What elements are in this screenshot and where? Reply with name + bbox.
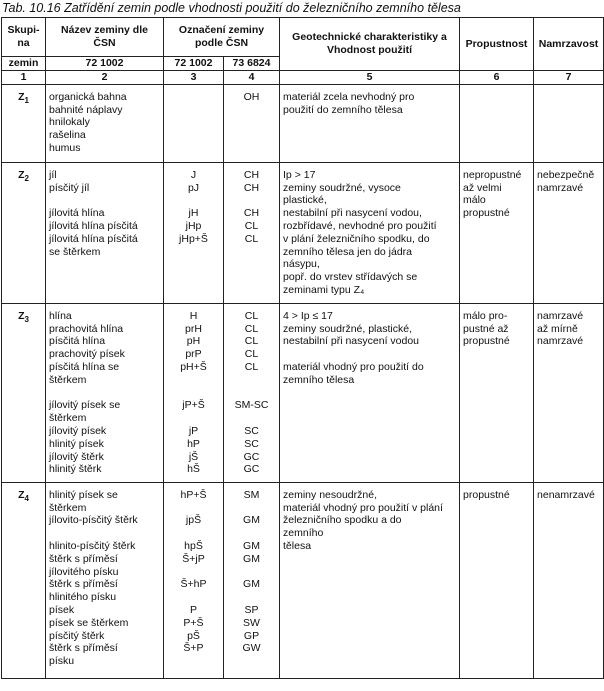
propustnost-text [460,84,534,162]
code-73-6824-line: CL [244,232,259,245]
soil-names-line: jílovitý písek [49,424,107,437]
soil-names-line: hlinito-písčitý štěrk [49,539,136,552]
group-subscript: 2 [24,173,29,183]
header-row-1 [2,18,604,57]
soil-names-line: hlinitý písek se [49,488,118,501]
col-number: 6 [460,71,534,85]
group-label [2,303,46,482]
geotech-text-line: zemního tělesa jen do jádra [283,245,413,258]
namrzavost-text-line: nenamrzavé [537,488,595,501]
code-73-6824-line: SM-SC [234,399,269,412]
group-label [2,482,46,678]
code-73-6824-line: GC [243,463,260,476]
geotech-text [280,84,460,162]
geotech-text-line: zeminy soudržné, plastické, [283,322,412,335]
soil-names-line: hlinitého písku [49,591,117,604]
soil-names-line [49,527,160,540]
code-72-1002-line: hP [187,437,200,450]
code-73-6824-line: CL [244,360,259,373]
code-72-1002-line: jHp+Š [179,232,208,245]
code-73-6824-line: GP [243,629,260,642]
soil-names-line: písku [49,655,75,668]
code-72-1002-line: hŠ [187,463,200,476]
header-oznaceni-a: 72 1002 [164,57,224,71]
soil-names-line: jílovitá hlína [49,207,105,220]
code-73-6824-line: CH [243,207,260,220]
soil-names-line: písek se štěrkem [49,616,129,629]
soil-names-line: bahnité náplavy [49,103,123,116]
soil-names-line [49,387,160,400]
code-73-6824-line [227,194,276,207]
code-72-1002-line [167,566,220,579]
code-73-6824-line: OH [243,90,260,103]
soil-names-line: hlinitý písek [49,437,104,450]
geotech-text-line: v plání železničního spodku, do [283,232,430,245]
code-72-1002-line: prP [185,348,202,361]
code-72-1002-line [167,116,220,129]
header-skupina: Skupi-na [2,18,46,57]
code-72-1002-line: pH [186,335,201,348]
code-72-1002 [164,84,224,162]
geotech-text-line: rozbřídavé, nevhodné pro použití [283,219,437,232]
soil-names-line: štěrk s příměsí [49,552,118,565]
soil-names-line: písek [49,603,75,616]
code-72-1002-line [167,655,220,668]
group-label [2,84,46,162]
code-72-1002-line [167,104,220,117]
table-row [2,84,604,162]
geotech-text-line: tělesa [283,539,312,552]
code-72-1002-line: hpŠ [184,539,203,552]
code-73-6824-line [227,502,276,515]
geotech-text-line: materiál vhodný pro použití do [283,360,424,373]
geotech-text-line: násypu, [283,258,320,271]
code-72-1002-line: jP [188,424,199,437]
geotech-text-line: zeminy nesoudržné, [283,488,377,501]
code-72-1002-line: pJ [187,181,200,194]
code-72-1002-line [167,129,220,142]
code-72-1002 [164,162,224,303]
soil-names-line: hnilokaly [49,116,90,129]
soil-names-line: štěrk s příměsí [49,642,118,655]
code-73-6824-line [227,142,276,155]
soil-names [46,303,164,482]
namrzavost-text-line: namrzavé [537,309,584,322]
code-73-6824-line [227,387,276,400]
code-72-1002-line: J [190,168,197,181]
soil-classification-table [1,17,604,679]
code-73-6824-line: GM [243,539,260,552]
soil-names-line: se štěrkem [49,245,101,258]
header-namrzavost: Namrzavost [534,18,604,71]
code-72-1002-line: prH [185,322,202,335]
col-number: 1 [2,71,46,85]
soil-names-line: písčitý štěrk [49,629,105,642]
code-73-6824-line [227,104,276,117]
namrzavost-text [534,162,604,303]
soil-names-line: písčitá hlína se [49,360,120,373]
col-number: 2 [46,71,164,85]
table-row [2,482,604,678]
soil-names-line: jílovitého písku [49,565,119,578]
soil-names [46,162,164,303]
propustnost-text-line: málo pro- [463,309,508,322]
code-72-1002-line: Š+hP [180,578,207,591]
code-72-1002-line [167,412,220,425]
propustnost-text-line: až velmi [463,181,502,194]
code-73-6824-line: SC [244,437,259,450]
header-oznaceni: Označení zeminy podle ČSN [164,18,280,57]
soil-names-line: hlína [49,309,72,322]
code-72-1002-line: pH+Š [180,360,207,373]
soil-names [46,84,164,162]
code-73-6824-line [227,129,276,142]
namrzavost-text-line: nebezpečně [537,168,595,181]
soil-names-line: jílovitá hlína písčitá [49,219,138,232]
propustnost-text [460,303,534,482]
soil-names-line: jílovitý písek se [49,399,121,412]
code-72-1002-line: Š+jP [182,552,205,565]
code-72-1002-line: P [189,603,197,616]
propustnost-text-line: propustné [463,207,510,220]
code-72-1002-line: hP+Š [180,488,207,501]
code-72-1002-line [167,246,220,259]
header-geotech: Geotechnické charakteristiky a Vhodnost použití [280,18,460,71]
soil-names-line: jílovito-písčitý štěrk [49,514,138,527]
soil-names-line [49,194,160,207]
code-72-1002-line [167,387,220,400]
soil-names-line: štěrkem [49,501,87,514]
code-72-1002-line: Š+P [183,642,204,655]
code-72-1002-line [167,527,220,540]
soil-names-line: hlinitý štěrk [49,463,102,476]
code-72-1002 [164,303,224,482]
code-73-6824-line [227,116,276,129]
code-73-6824-line: SM [243,488,260,501]
code-72-1002-line [167,194,220,207]
geotech-text-line: popř. do vrstev střídavých se [283,271,418,284]
geotech-text-line: železničního spodku a do [283,514,402,527]
geotech-text-line: materiál vhodný pro použití v plání [283,501,443,514]
code-73-6824-line [227,246,276,259]
code-73-6824-line: CL [244,322,259,335]
soil-names-line: štěrkem [49,412,87,425]
geotech-text-line: použití do zemního tělesa [283,103,403,116]
table-row [2,303,604,482]
soil-names-line: písčitý jíl [49,181,90,194]
namrzavost-text [534,303,604,482]
soil-names-line: rašelina [49,129,86,142]
code-73-6824-line [227,527,276,540]
code-73-6824-line [227,591,276,604]
geotech-text [280,162,460,303]
table-caption: Tab. 10.16 Zatřídění zemin podle vhodnosti použití do železničního zemního tělesa [2,1,461,15]
group-letter: Z [18,90,25,103]
soil-names-line: jílovitá hlína písčitá [49,232,138,245]
propustnost-text-line: málo [463,194,486,207]
soil-names-line: humus [49,141,81,154]
code-72-1002-line [167,591,220,604]
code-73-6824 [224,303,280,482]
soil-names-line: štěrk s příměsí [49,578,118,591]
soil-names-line: jíl [49,168,57,181]
namrzavost-text-line: namrzavé [537,181,584,194]
propustnost-text-line: propustné [463,488,510,501]
code-72-1002-line: jpŠ [185,514,202,527]
header-oznaceni-b: 73 6824 [224,57,280,71]
propustnost-text [460,482,534,678]
group-letter: Z [18,168,25,181]
namrzavost-text-line: až mírně [537,322,578,335]
namrzavost-text-line: namrzavé [537,335,584,348]
geotech-text [280,303,460,482]
group-label [2,162,46,303]
geotech-text [280,482,460,678]
code-72-1002-line: jHp [185,219,202,232]
code-73-6824-line [227,374,276,387]
header-nazev: Název zeminy dle ČSN [46,18,164,57]
code-73-6824-line: CL [244,219,259,232]
group-letter: Z [18,309,25,322]
code-73-6824-line: GM [243,578,260,591]
code-73-6824 [224,84,280,162]
geotech-text-line: Ip > 17 [283,168,316,181]
soil-names-line: štěrkem [49,373,87,386]
col-number: 3 [164,71,224,85]
code-72-1002-line: jH [188,207,199,220]
soil-names-line: písčitá hlína [49,335,106,348]
code-73-6824-line: SW [243,616,260,629]
code-72-1002-line [167,502,220,515]
soil-names-line: prachovitý písek [49,348,125,361]
geotech-text-line: zemního tělesa [283,373,355,386]
geotech-text-line: 4 > Ip ≤ 17 [283,309,333,322]
code-73-6824 [224,482,280,678]
column-number-row [2,71,604,85]
code-72-1002-line [167,91,220,104]
propustnost-text-line: nepropustné [463,168,522,181]
code-72-1002-line: pŠ [187,629,200,642]
group-subscript: 3 [24,314,29,324]
code-73-6824 [224,162,280,303]
code-73-6824-line [227,655,276,668]
code-73-6824-line [227,566,276,579]
code-73-6824-line: CH [243,168,260,181]
code-73-6824-line: CL [244,348,259,361]
col-number: 4 [224,71,280,85]
code-73-6824-line: CL [244,309,259,322]
geotech-text-line: zeminami typu Z₄ [283,283,365,296]
code-73-6824-line [227,412,276,425]
code-73-6824-line: GM [243,552,260,565]
code-73-6824-line: SP [244,603,259,616]
geotech-text-line: zemního [283,527,324,540]
code-72-1002-line: P+Š [183,616,204,629]
propustnost-text-line: propustné [463,335,510,348]
code-73-6824-line: SC [244,424,259,437]
header-nazev-norm: 72 1002 [46,57,164,71]
code-72-1002-line [167,142,220,155]
geotech-text-line: plastické, [283,194,327,207]
namrzavost-text [534,84,604,162]
code-72-1002 [164,482,224,678]
col-number: 5 [280,71,460,85]
geotech-text-line: materiál zcela nevhodný pro [283,90,415,103]
code-73-6824-line: GM [243,514,260,527]
code-73-6824-line: CH [243,181,260,194]
header-propustnost: Propustnost [460,18,534,71]
group-letter: Z [18,488,25,501]
code-73-6824-line: CL [244,335,259,348]
group-subscript: 4 [24,493,29,503]
code-73-6824-line: GW [242,642,261,655]
group-subscript: 1 [24,95,29,105]
code-73-6824-line: GC [243,450,260,463]
soil-names-line: prachovitá hlína [49,322,124,335]
code-72-1002-line: H [189,309,198,322]
geotech-text-line: nestabilní při nasycení vodou, [283,207,422,220]
geotech-text-line: zeminy soudržné, vysoce [283,181,401,194]
geotech-text-line [283,348,456,361]
propustnost-text [460,162,534,303]
col-number: 7 [534,71,604,85]
namrzavost-text [534,482,604,678]
header-zemin: zemin [2,57,46,71]
soil-names-line: organická bahna [49,90,127,103]
code-72-1002-line: jŠ [188,450,199,463]
code-72-1002-line [167,374,220,387]
code-72-1002-line: jP+Š [182,399,205,412]
soil-names [46,482,164,678]
table-row [2,162,604,303]
propustnost-text-line: pustné až [463,322,509,335]
geotech-text-line: nestabilní při nasycení vodou [283,335,420,348]
soil-names-line: jílovitý štěrk [49,450,104,463]
